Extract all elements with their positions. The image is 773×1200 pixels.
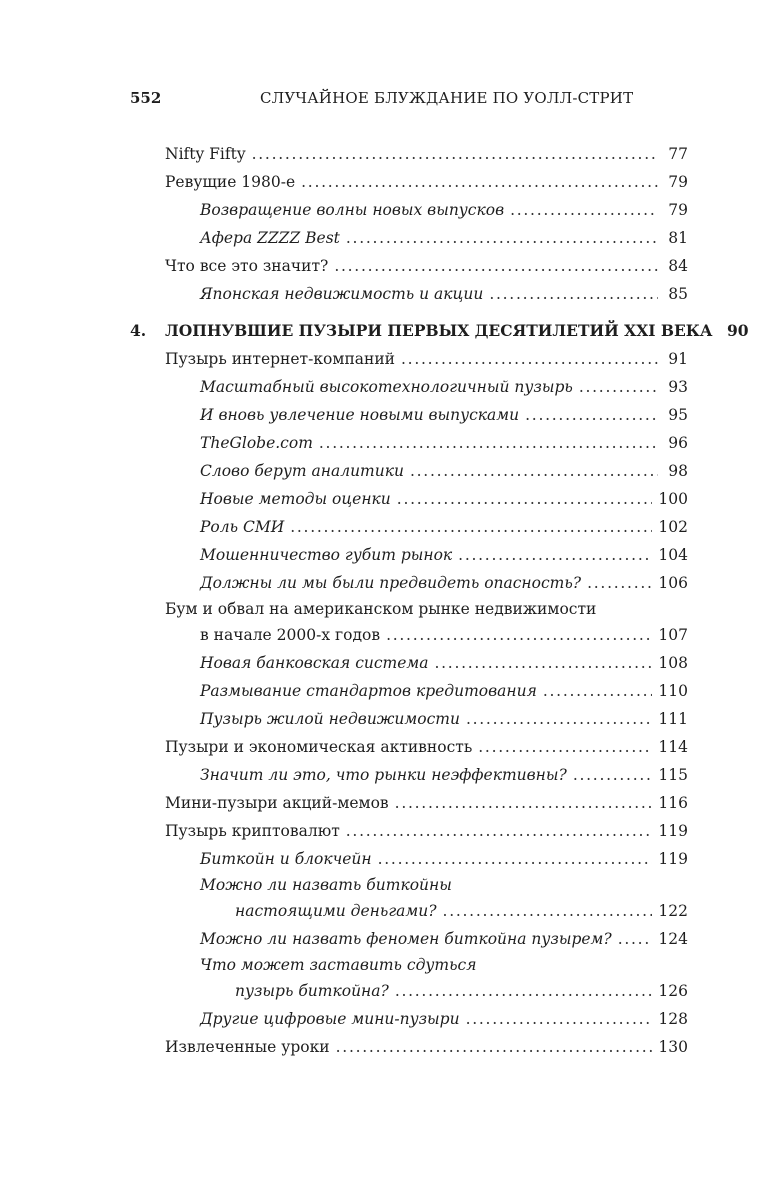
toc-page-number: 91: [668, 350, 688, 368]
toc-page-number: 111: [658, 710, 688, 728]
toc-entry[interactable]: [130, 817, 688, 845]
dot-leader: [395, 789, 653, 817]
dot-leader: [290, 513, 652, 541]
toc-page-number: 79: [668, 201, 688, 219]
toc-title: И вновь увлечение новыми выпусками: [200, 406, 520, 424]
dot-leader: [478, 733, 652, 761]
toc-title: Должны ли мы были предвидеть опасность?: [200, 574, 582, 592]
toc-title-line2: пузырь биткойна?: [235, 982, 389, 1000]
toc-entry[interactable]: [130, 429, 688, 457]
dot-leader: [435, 649, 653, 677]
toc-entry[interactable]: [130, 733, 688, 761]
dot-leader: [346, 224, 658, 252]
toc-page-number: 85: [668, 285, 688, 303]
dot-leader: [410, 457, 658, 485]
dot-leader: [397, 485, 653, 513]
toc-page-number: 98: [668, 462, 688, 480]
toc-entry[interactable]: [130, 845, 688, 873]
dot-leader: [573, 761, 653, 789]
dot-leader: [319, 429, 658, 457]
toc-entry[interactable]: [130, 1033, 688, 1061]
toc-page-number: 114: [658, 738, 688, 756]
toc-entry[interactable]: [130, 196, 688, 224]
toc-title-line1: Можно ли назвать биткойны: [200, 876, 452, 894]
dot-leader: [618, 925, 653, 953]
dot-leader: [466, 705, 652, 733]
dot-leader: [510, 196, 658, 224]
toc-page-number: 95: [668, 406, 688, 424]
toc-entry[interactable]: [130, 373, 688, 401]
toc-page-number: 106: [658, 574, 688, 592]
toc-page-number: 119: [658, 822, 688, 840]
toc-entry[interactable]: [130, 280, 688, 308]
toc-title: Масштабный высокотехнологичный пузырь: [200, 378, 573, 396]
toc-entry[interactable]: [130, 252, 688, 280]
toc-page-number: 115: [658, 766, 688, 784]
toc-page-number: 119: [658, 850, 688, 868]
toc-entry[interactable]: [130, 649, 688, 677]
toc-title: Размывание стандартов кредитования: [200, 682, 537, 700]
toc-title: Пузырь интернет-компаний: [165, 350, 396, 368]
dot-leader: [395, 977, 653, 1005]
toc-page-number: 102: [658, 518, 688, 536]
toc-title: Можно ли назвать феномен биткойна пузырем?: [200, 930, 612, 948]
toc-entry[interactable]: [130, 597, 688, 649]
dot-leader: [525, 401, 658, 429]
dot-leader: [346, 817, 653, 845]
toc-title: Другие цифровые мини-пузыри: [200, 1010, 460, 1028]
toc-page-number: 79: [668, 173, 688, 191]
toc-entry[interactable]: [130, 485, 688, 513]
toc-page-number: 126: [658, 982, 688, 1000]
toc-page-number: 93: [668, 378, 688, 396]
toc-title-line2: в начале 2000-х годов: [200, 626, 381, 644]
table-of-contents: [130, 140, 749, 1061]
toc-page-number: 107: [658, 626, 688, 644]
toc-entry[interactable]: [130, 317, 749, 345]
toc-title: Извлеченные уроки: [165, 1038, 330, 1056]
toc-title: Слово берут аналитики: [200, 462, 404, 480]
dot-leader: [543, 677, 653, 705]
toc-title: Значит ли это, что рынки неэффективны?: [200, 766, 567, 784]
toc-entry[interactable]: [130, 569, 688, 597]
toc-entry[interactable]: [130, 457, 688, 485]
dot-leader: [489, 280, 658, 308]
chapter-title: ЛОПНУВШИЕ ПУЗЫРИ ПЕРВЫХ ДЕСЯТИЛЕТИЙ XXI ВЕКА: [165, 321, 713, 340]
dot-leader: [466, 1005, 653, 1033]
toc-title: Nifty Fifty: [165, 145, 246, 163]
toc-entry[interactable]: [130, 224, 688, 252]
toc-title: Мошенничество губит рынок: [200, 546, 453, 564]
dot-leader: [336, 1033, 653, 1061]
toc-entry[interactable]: [130, 140, 688, 168]
dot-leader: [378, 845, 653, 873]
toc-title: Пузырь криптовалют: [165, 822, 340, 840]
toc-entry[interactable]: [130, 677, 688, 705]
toc-title: Афера ZZZZ Best: [200, 229, 340, 247]
toc-entry[interactable]: [130, 953, 688, 1005]
toc-page-number: 108: [658, 654, 688, 672]
toc-page-number: 116: [658, 794, 688, 812]
toc-title: Новая банковская система: [200, 654, 429, 672]
toc-entry[interactable]: [130, 541, 688, 569]
toc-page-number: 110: [658, 682, 688, 700]
dot-leader: [252, 140, 658, 168]
toc-entry[interactable]: [130, 789, 688, 817]
dot-leader: [579, 373, 658, 401]
toc-title: Новые методы оценки: [200, 490, 391, 508]
toc-title-line1: Что может заставить сдуться: [200, 956, 477, 974]
toc-page-number: 84: [668, 257, 688, 275]
dot-leader: [301, 168, 658, 196]
dot-leader: [386, 621, 652, 649]
toc-page-number: 122: [658, 902, 688, 920]
toc-title: Пузырь жилой недвижимости: [200, 710, 460, 728]
toc-page-number: 104: [658, 546, 688, 564]
toc-title: TheGlobe.com: [200, 434, 313, 452]
toc-entry[interactable]: [130, 345, 688, 373]
toc-title: Японская недвижимость и акции: [200, 285, 484, 303]
toc-title: Мини-пузыри акций-мемов: [165, 794, 389, 812]
toc-title: Роль СМИ: [200, 518, 285, 536]
toc-entry[interactable]: [130, 1005, 688, 1033]
toc-entry[interactable]: [130, 761, 688, 789]
dot-leader: [443, 897, 653, 925]
toc-title-line2: настоящими деньгами?: [235, 902, 437, 920]
dot-leader: [458, 541, 652, 569]
toc-page-number: 96: [668, 434, 688, 452]
chapter-number: 4.: [130, 321, 147, 340]
toc-entry[interactable]: [130, 513, 688, 541]
toc-title: Пузыри и экономическая активность: [165, 738, 473, 756]
toc-page-number: 77: [668, 145, 688, 163]
toc-title: Биткойн и блокчейн: [200, 850, 372, 868]
dot-leader: [587, 569, 652, 597]
toc-page-number: 130: [658, 1038, 688, 1056]
toc-page-number: 90: [726, 321, 749, 340]
toc-entry[interactable]: [130, 401, 688, 429]
dot-leader: [401, 345, 658, 373]
toc-title: Возвращение волны новых выпусков: [200, 201, 505, 219]
toc-entry[interactable]: [130, 925, 688, 953]
toc-entry[interactable]: [130, 705, 688, 733]
dot-leader: [334, 252, 658, 280]
page-header: [130, 89, 688, 111]
running-head: СЛУЧАЙНОЕ БЛУЖДАНИЕ ПО УОЛЛ-СТРИТ: [260, 89, 634, 107]
toc-title-line1: Бум и обвал на американском рынке недвижимости: [165, 600, 597, 618]
toc-title: Ревущие 1980-е: [165, 173, 296, 191]
toc-title: Что все это значит?: [165, 257, 329, 275]
toc-page-number: 128: [658, 1010, 688, 1028]
toc-page-number: 81: [668, 229, 688, 247]
toc-entry[interactable]: [130, 873, 688, 925]
toc-page-number: 100: [658, 490, 688, 508]
toc-page-number: 124: [658, 930, 688, 948]
page-number: 552: [130, 89, 162, 107]
toc-entry[interactable]: [130, 168, 688, 196]
